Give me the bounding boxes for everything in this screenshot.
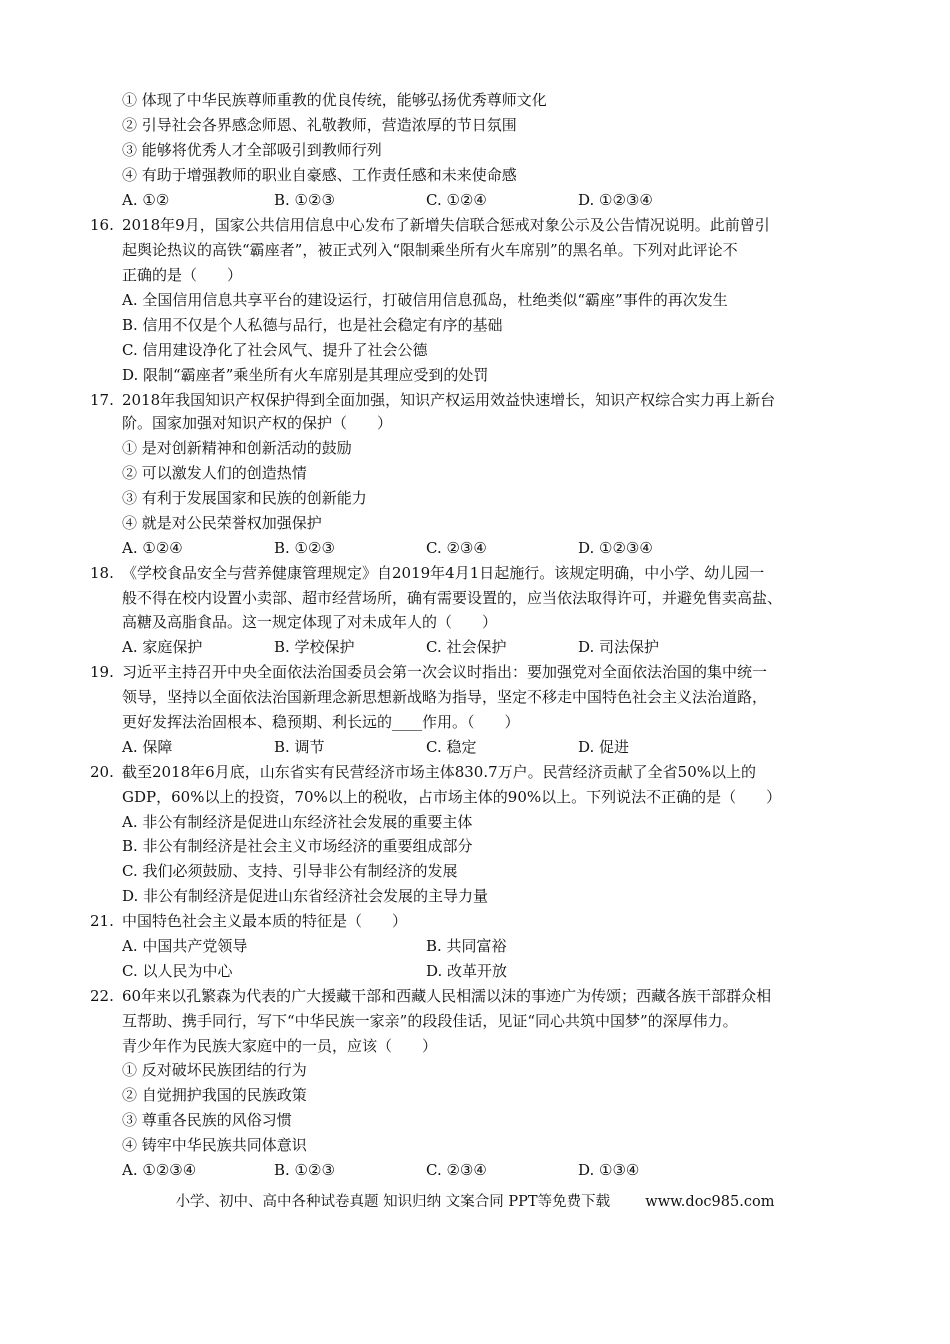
q18-number: 18.	[90, 564, 114, 582]
q18-option-c: C. 社会保护	[426, 638, 507, 656]
q15-option-d: D. ①②③④	[578, 191, 653, 209]
q20-stem-line-2: GDP，60%以上的投资，70%以上的税收，占市场主体的90%以上。下列说法不正确的是（ ）	[122, 788, 782, 806]
q22-stem-line-1: 60年来以孔繁森为代表的广大援藏干部和西藏人民相濡以沫的事迹广为传颂；西藏各族干部群众相	[122, 987, 772, 1005]
q15-option-c: C. ①②④	[426, 191, 487, 209]
q19-stem-line-3: 更好发挥法治固根本、稳预期、利长远的____作用。（ ）	[122, 713, 520, 731]
q21-option-c: C. 以人民为中心	[122, 962, 233, 980]
q16-option-d: D. 限制“霸座者”乘坐所有火车席别是其理应受到的处罚	[122, 366, 489, 384]
q18-stem-line-1: 《学校食品安全与营养健康管理规定》自2019年4月1日起施行。该规定明确，中小学、幼儿园一	[122, 564, 765, 582]
q22-statement-3: ③ 尊重各民族的风俗习惯	[122, 1111, 292, 1129]
q22-stem-line-3: 青少年作为民族大家庭中的一员，应该（ ）	[122, 1037, 438, 1055]
footer-url[interactable]: www.doc985.com	[645, 1194, 775, 1210]
q22-statement-2: ② 自觉拥护我国的民族政策	[122, 1086, 307, 1104]
q17-option-d: D. ①②③④	[578, 539, 653, 557]
q20-option-b: B. 非公有制经济是社会主义市场经济的重要组成部分	[122, 837, 473, 855]
q16-number: 16.	[90, 216, 114, 234]
q15-option-b: B. ①②③	[274, 191, 335, 209]
q21-option-a: A. 中国共产党领导	[122, 937, 248, 955]
q17-statement-1: ① 是对创新精神和创新活动的鼓励	[122, 439, 352, 457]
q16-stem-line-1: 2018年9月，国家公共信用信息中心发布了新增失信联合惩戒对象公示及公告情况说明。此前曾引	[122, 216, 770, 234]
q18-option-a: A. 家庭保护	[122, 638, 203, 656]
q17-stem-line-2: 阶。国家加强对知识产权的保护（ ）	[122, 414, 393, 432]
q18-stem-line-2: 般不得在校内设置小卖部、超市经营场所，确有需要设置的，应当依法取得许可，并避免售卖高盐、	[122, 589, 783, 607]
q16-option-b: B. 信用不仅是个人私德与品行，也是社会稳定有序的基础	[122, 316, 503, 334]
q15-statement-4: ④ 有助于增强教师的职业自豪感、工作责任感和未来使命感	[122, 166, 517, 184]
q22-statement-4: ④ 铸牢中华民族共同体意识	[122, 1136, 307, 1154]
q21-stem-line-1: 中国特色社会主义最本质的特征是（ ）	[122, 912, 408, 930]
q15-statement-3: ③ 能够将优秀人才全部吸引到教师行列	[122, 141, 382, 159]
q17-number: 17.	[90, 391, 114, 409]
q18-stem-line-3: 高糖及高脂食品。这一规定体现了对未成年人的（ ）	[122, 613, 498, 631]
q22-statement-1: ① 反对破坏民族团结的行为	[122, 1061, 307, 1079]
q17-option-a: A. ①②④	[122, 539, 183, 557]
q22-number: 22.	[90, 987, 114, 1005]
q17-stem-line-1: 2018年我国知识产权保护得到全面加强，知识产权运用效益快速增长，知识产权综合实力再上新台	[122, 391, 776, 409]
q19-option-b: B. 调节	[274, 738, 325, 756]
q19-option-d: D. 促进	[578, 738, 630, 756]
q16-option-c: C. 信用建设净化了社会风气、提升了社会公德	[122, 341, 428, 359]
q19-option-a: A. 保障	[122, 738, 173, 756]
q20-option-a: A. 非公有制经济是促进山东经济社会发展的重要主体	[122, 813, 473, 831]
q16-stem-line-3: 正确的是（ ）	[122, 266, 243, 284]
q20-option-c: C. 我们必须鼓励、支持、引导非公有制经济的发展	[122, 862, 458, 880]
footer-text: 小学、初中、高中各种试卷真题 知识归纳 文案合同 PPT等免费下载	[175, 1194, 611, 1210]
footer	[0, 1190, 950, 1211]
q22-option-c: C. ②③④	[426, 1161, 487, 1179]
q21-option-b: B. 共同富裕	[426, 937, 507, 955]
q20-option-d: D. 非公有制经济是促进山东省经济社会发展的主导力量	[122, 887, 489, 905]
q20-stem-line-1: 截至2018年6月底，山东省实有民营经济市场主体830.7万户。民营经济贡献了全省50%以上的	[122, 763, 757, 781]
q21-number: 21.	[90, 912, 114, 930]
q15-option-a: A. ①②	[122, 191, 170, 209]
q16-option-a: A. 全国信用信息共享平台的建设运行，打破信用信息孤岛，杜绝类似“霸座”事件的再次发生	[122, 291, 728, 309]
q20-number: 20.	[90, 763, 114, 781]
q17-option-b: B. ①②③	[274, 539, 335, 557]
q22-option-b: B. ①②③	[274, 1161, 335, 1179]
q18-option-b: B. 学校保护	[274, 638, 355, 656]
q18-option-d: D. 司法保护	[578, 638, 660, 656]
q17-option-c: C. ②③④	[426, 539, 487, 557]
q21-option-d: D. 改革开放	[426, 962, 508, 980]
q15-statement-2: ② 引导社会各界感念师恩、礼敬教师，营造浓厚的节日氛围	[122, 116, 517, 134]
q17-statement-3: ③ 有利于发展国家和民族的创新能力	[122, 489, 367, 507]
q17-statement-2: ② 可以激发人们的创造热情	[122, 464, 307, 482]
q15-statement-1: ① 体现了中华民族尊师重教的优良传统，能够弘扬优秀尊师文化	[122, 91, 547, 109]
q22-stem-line-2: 互帮助、携手同行，写下“中华民族一家亲”的段段佳话，见证“同心共筑中国梦”的深厚伟力。	[122, 1012, 738, 1030]
q19-option-c: C. 稳定	[426, 738, 477, 756]
q19-stem-line-2: 领导，坚持以全面依法治国新理念新思想新战略为指导，坚定不移走中国特色社会主义法治道路，	[122, 688, 768, 706]
q22-option-d: D. ①③④	[578, 1161, 640, 1179]
q22-option-a: A. ①②③④	[122, 1161, 197, 1179]
q16-stem-line-2: 起舆论热议的高铁“霸座者”，被正式列入“限制乘坐所有火车席别”的黑名单。下列对此评论不	[122, 241, 738, 259]
q19-stem-line-1: 习近平主持召开中央全面依法治国委员会第一次会议时指出：要加强党对全面依法治国的集中统一	[122, 663, 768, 681]
q19-number: 19.	[90, 663, 114, 681]
q17-statement-4: ④ 就是对公民荣誉权加强保护	[122, 514, 322, 532]
